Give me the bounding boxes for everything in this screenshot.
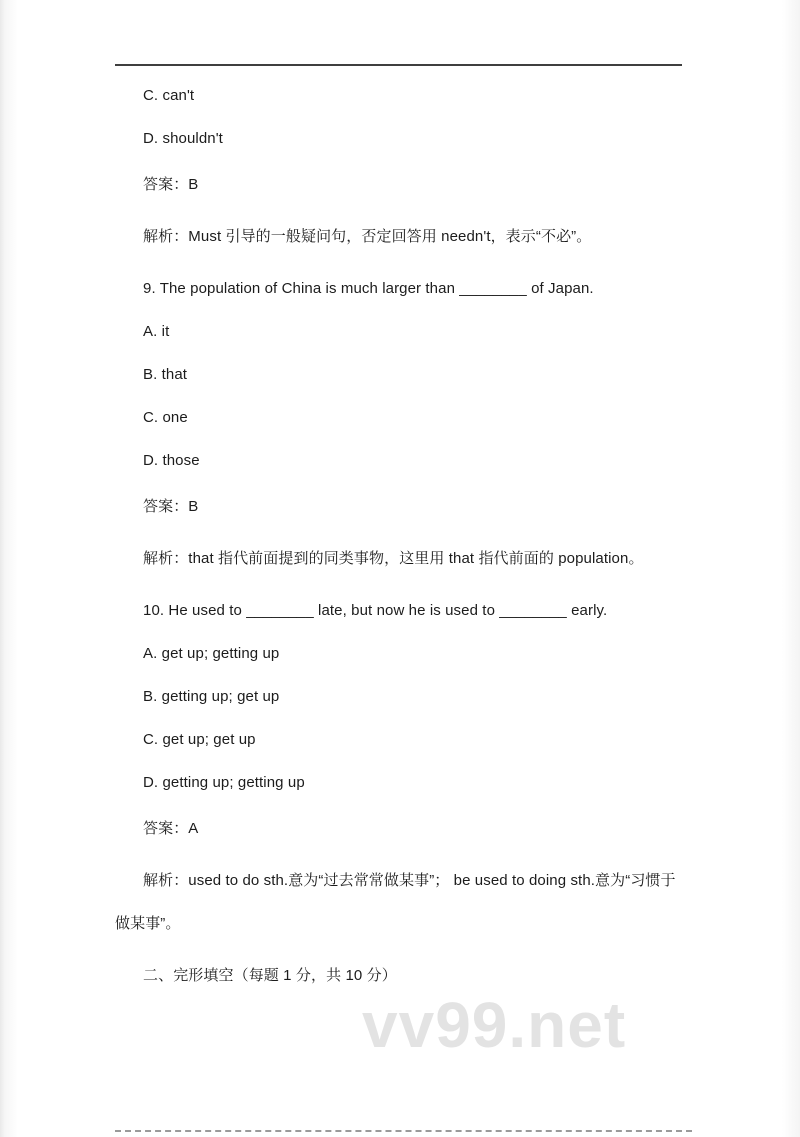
top-horizontal-rule — [115, 64, 682, 66]
analysis-line: 解析：that 指代前面提到的同类事物，这里用 that 指代前面的 population。 — [143, 550, 644, 567]
answer-line: 答案：A — [143, 820, 199, 837]
option-line: A. it — [143, 323, 170, 340]
option-line: C. one — [143, 409, 188, 426]
option-line: A. get up; getting up — [143, 645, 280, 662]
option-line: C. can't — [143, 87, 195, 104]
option-line: B. that — [143, 366, 188, 383]
option-line: D. getting up; getting up — [143, 774, 305, 791]
analysis-line: 解析：used to do sth.意为“过去常常做某事”； be used to doing sth.意为“习惯于做某事”。 — [115, 872, 676, 932]
section-heading: 二、完形填空（每题 1 分，共 10 分） — [143, 967, 397, 984]
answer-line: 答案：B — [143, 176, 199, 193]
question-line: 9. The population of China is much larger than ________ of Japan. — [143, 280, 594, 297]
option-line: D. those — [143, 452, 200, 469]
question-line: 10. He used to ________ late, but now he is used to ________ early. — [143, 602, 608, 619]
analysis-line: 解析：Must 引导的一般疑问句，否定回答用 needn't，表示“不必”。 — [143, 228, 592, 245]
answer-line: 答案：B — [143, 498, 199, 515]
document-body — [115, 74, 687, 997]
option-line: D. shouldn't — [143, 130, 223, 147]
watermark: vv99.net — [362, 989, 627, 1061]
option-line: C. get up; get up — [143, 731, 256, 748]
page-break-dashed-line — [115, 1130, 692, 1132]
option-line: B. getting up; get up — [143, 688, 280, 705]
